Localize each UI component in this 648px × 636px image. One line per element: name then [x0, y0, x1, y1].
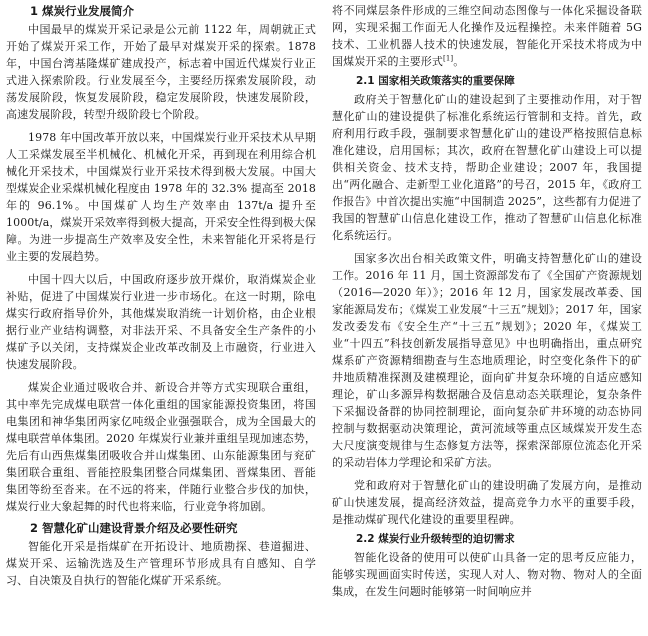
paragraph-government-role: 政府关于智慧化矿山的建设起到了主要推动作用，对于智慧化矿山的建设提供了标准化系统运行管制和支持。首先，政府利用行政手段，强制要求智慧化矿山的建设严格按照信息标准化建设，启用国标；其次，政府在智慧化矿山建设上可以提供相关资金、技术支持，帮助企业建设；2007 年，我国提出“两化融合、走新型工业化道路”的号召，2015 年，《政府工作报告》中首次提出实施“中国制造 2025”，这些都有力促进了我国的智慧矿山信息化建设工作，推动了智慧矿山信息化标准化系统运行。 — [332, 93, 642, 242]
paragraph-market-reform: 中国十四大以后，中国政府逐步放开煤价，取消煤炭企业补贴，促进了中国煤炭行业进一步市场化。在这一时期，除电煤实行政府指导价外，其他煤炭取消统一计划价格，由企业根据行业产业结构调整，对非法开采、不具备安全生产条件的小煤矿予以关闭，支持煤炭企业改革改制及上市融资，行业进入快速发展阶段。 — [6, 273, 316, 371]
continuation-end: 。 — [453, 55, 465, 68]
paragraph-intelligent-mining: 智能化开采是指煤矿在开拓设计、地质勘探、巷道掘进、煤炭开采、运输洗选及生产管理环节形成具有自感知、自学习、自决策及自执行的智能化煤矿开采系统。 — [6, 540, 316, 587]
paragraph-technology: 1978 年中国改革开放以来，中国煤炭行业开采技术从早期人工采煤发展至半机械化、机械化开采，再到现在利用综合机械化开采技术，中国煤炭行业开采技术得到极大发展。中国大型煤炭企业采煤机械化程度由 1978 年的 32.3% 提高至 2018 年的 96.1%。中国煤矿人均生产效率由 137t/a 提升至 1000t/a，煤炭开采效率得到极大提高，开采安全性得到极大保障。为进一步提高生产效率及安全性，未来智能化开采将是行业主要的发展趋势。 — [6, 131, 317, 263]
paragraph-policies: 国家多次出台相关政策文件，明确支持智慧化矿山的建设工作。2016 年 11 月，国土资源部发布了《全国矿产资源规划（2016—2020 年）》；2016 年 12 月，国家发展改革委、国家能源局发布；《煤炭工业发展“十三五”规划》；2017 年，国家发改委发布《安全生产“十三五”规划》；2020 年，《煤炭工业“十四五”科技创新发展指导意见》中也明确指出，重点研究煤系矿产资源精细勘查与生态地质理论，时空变化条件下的矿井地质精准探测及建模理论，面向矿井复杂环境的自适应感知理论，矿山多源异构数据融合及信息动态关联理论，复杂条件下采掘设备群的协同控制理论，面向复杂矿井环境的动态协同控制与数据驱动决策理论，黄河流域等重点区域煤炭开发生态大尺度演变规律与生态修复方法等，探索深部原位流态化开采的采动岩体力学理论和采矿方法。 — [332, 252, 642, 469]
subsection-heading-2-2: 2.2 煤炭行业升级转型的迫切需求 — [356, 533, 515, 545]
section-heading-1: 1 煤炭行业发展简介 — [30, 4, 135, 18]
paragraph-smart-equipment: 智能化设备的使用可以使矿山具备一定的思考反应能力，能够实现画面实时传送，实现人对人、物对物、物对人的全面集成，在发生问题时能够第一时间响应并 — [332, 551, 642, 598]
left-column — [6, 2, 316, 636]
paragraph-continuation — [332, 2, 642, 70]
citation-ref: [1] — [443, 54, 454, 63]
right-column — [332, 2, 642, 636]
paragraph-history: 中国最早的煤炭开采记录是公元前 1122 年，周朝就正式开始了煤炭开采工作，开始了最早对煤炭开采的探索。1878 年，中国台湾基隆煤矿建成投产，标志着中国近代煤炭行业正式进入探索阶段。行业发展至今，主要经历探索发展阶段，动荡发展阶段，恢复发展阶段，稳定发展阶段，快速发展阶段，高速发展阶段，转型升级阶段七个阶段。 — [6, 23, 316, 121]
paragraph-direction: 党和政府对于智慧化矿山的建设明确了发展方向，是推动矿山快速发展，提高经济效益，提高竞争力水平的重要手段，是推动煤矿现代化建设的重要里程碑。 — [332, 479, 642, 526]
section-heading-2: 2 智慧化矿山建设背景介绍及必要性研究 — [30, 521, 238, 535]
paragraph-mergers: 煤炭企业通过吸收合并、新设合并等方式实现联合重组，其中率先完成煤电联营一体化重组的国家能源投资集团，将国电集团和神华集团两家亿吨级企业强强联合，成为全国最大的煤电联营单体集团。2020 年煤炭行业兼并重组呈现加速态势，先后有山西焦煤集团吸收合并山煤集团、山东能源集团与兖矿集团联合重组、晋能控股集团整合同煤集团、晋煤集团、晋能集团等纷至沓来。在不远的将来，伴随行业整合步伐的加快，煤炭行业大象起舞的时代也将来临，行业竞争将加剧。 — [6, 381, 316, 513]
continuation-text: 将不同煤层条件形成的三维空间动态图像与一体化采掘设备联网，实现采掘工作面无人化操作及远程操控。未来伴随着 5G 技术、工业机器人技术的快速发展，智能化开采技术将成为中国煤炭开采的主要形式 — [332, 4, 642, 68]
subsection-heading-2-1: 2.1 国家相关政策落实的重要保障 — [356, 75, 515, 87]
